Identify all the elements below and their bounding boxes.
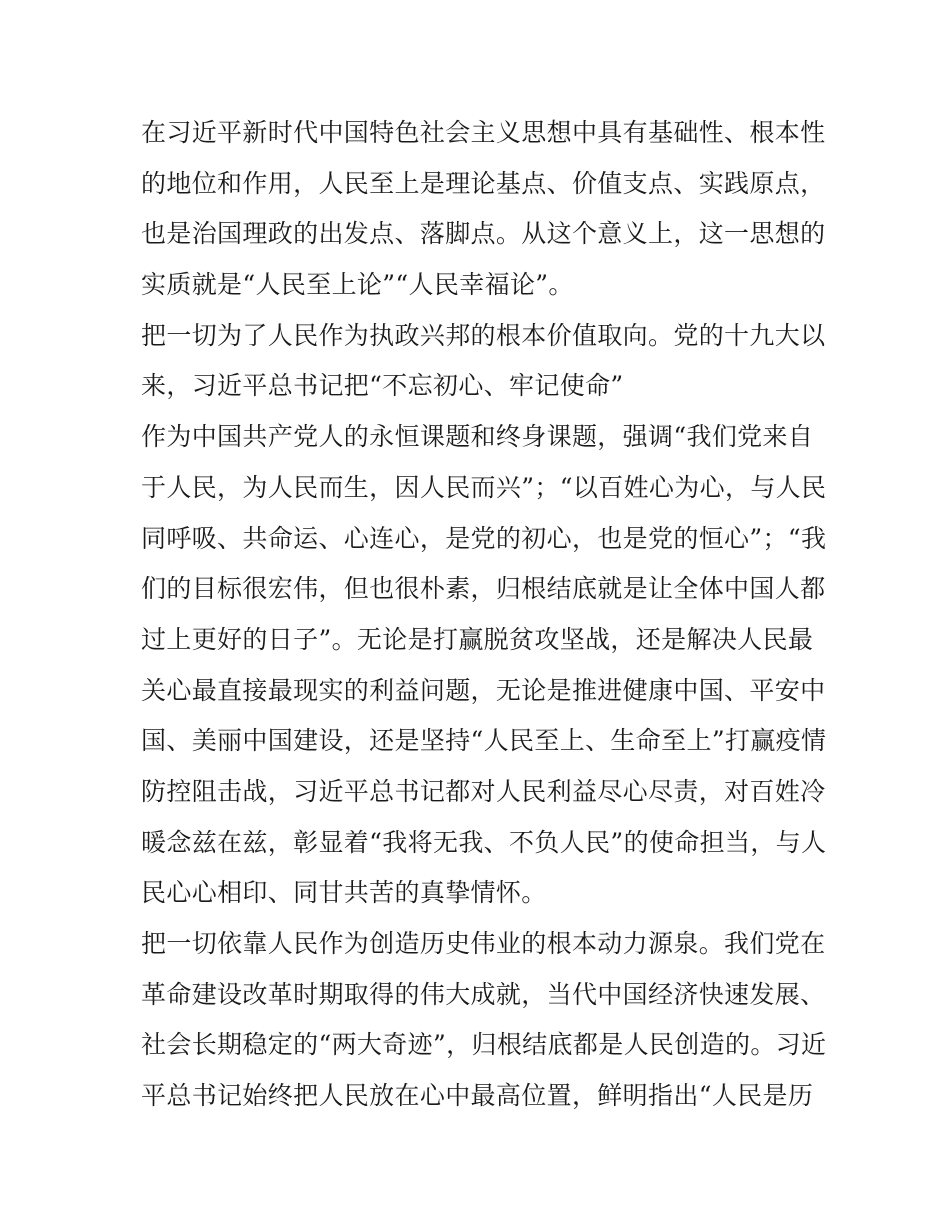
text-line: 同呼吸、共命运、心连心，是党的初心，也是党的恒心”；“我 bbox=[141, 523, 827, 553]
text-line: 把一切为了人民作为执政兴邦的根本价值取向。党的十九大以 bbox=[141, 320, 826, 350]
text-line: 的地位和作用，人民至上是理论基点、价值支点、实践原点， bbox=[141, 168, 826, 198]
text-line: 革命建设改革时期取得的伟大成就，当代中国经济快速发展、 bbox=[141, 979, 826, 1009]
text-line: 社会长期稳定的“两大奇迹”，归根结底都是人民创造的。习近 bbox=[141, 1030, 827, 1060]
text-line: 把一切依靠人民作为创造历史伟业的根本动力源泉。我们党在 bbox=[141, 929, 826, 958]
text-line: 国、美丽中国建设，还是坚持“人民至上、生命至上”打赢疫情 bbox=[141, 726, 827, 756]
text-line: 实质就是“人民至上论”“人民幸福论”。 bbox=[141, 270, 574, 300]
text-line: 关心最直接最现实的利益问题，无论是推进健康中国、平安中 bbox=[141, 675, 826, 705]
text-line: 在习近平新时代中国特色社会主义思想中具有基础性、根本性 bbox=[141, 118, 826, 147]
text-line: 暖念兹在兹，彰显着“我将无我、不负人民”的使命担当，与人 bbox=[141, 827, 827, 857]
text-line: 也是治国理政的出发点、落脚点。从这个意义上，这一思想的 bbox=[141, 219, 826, 249]
text-line: 过上更好的日子”。无论是打赢脱贫攻坚战，还是解决人民最 bbox=[141, 624, 814, 654]
text-line: 防控阻击战，习近平总书记都对人民利益尽心尽责，对百姓冷 bbox=[141, 776, 826, 806]
body-text bbox=[141, 108, 827, 1122]
text-line: 来，习近平总书记把“不忘初心、牢记使命” bbox=[141, 371, 624, 401]
text-line: 作为中国共产党人的永恒课题和终身课题，强调“我们党来自 bbox=[141, 422, 814, 452]
text-line: 们的目标很宏伟，但也很朴素，归根结底就是让全体中国人都 bbox=[141, 574, 826, 604]
text-line: 平总书记始终把人民放在心中最高位置，鲜明指出“人民是历 bbox=[141, 1081, 814, 1111]
text-line: 民心心相印、同甘共苦的真挚情怀。 bbox=[141, 878, 547, 908]
text-line: 于人民，为人民而生，因人民而兴”；“以百姓心为心，与人民 bbox=[141, 472, 827, 502]
